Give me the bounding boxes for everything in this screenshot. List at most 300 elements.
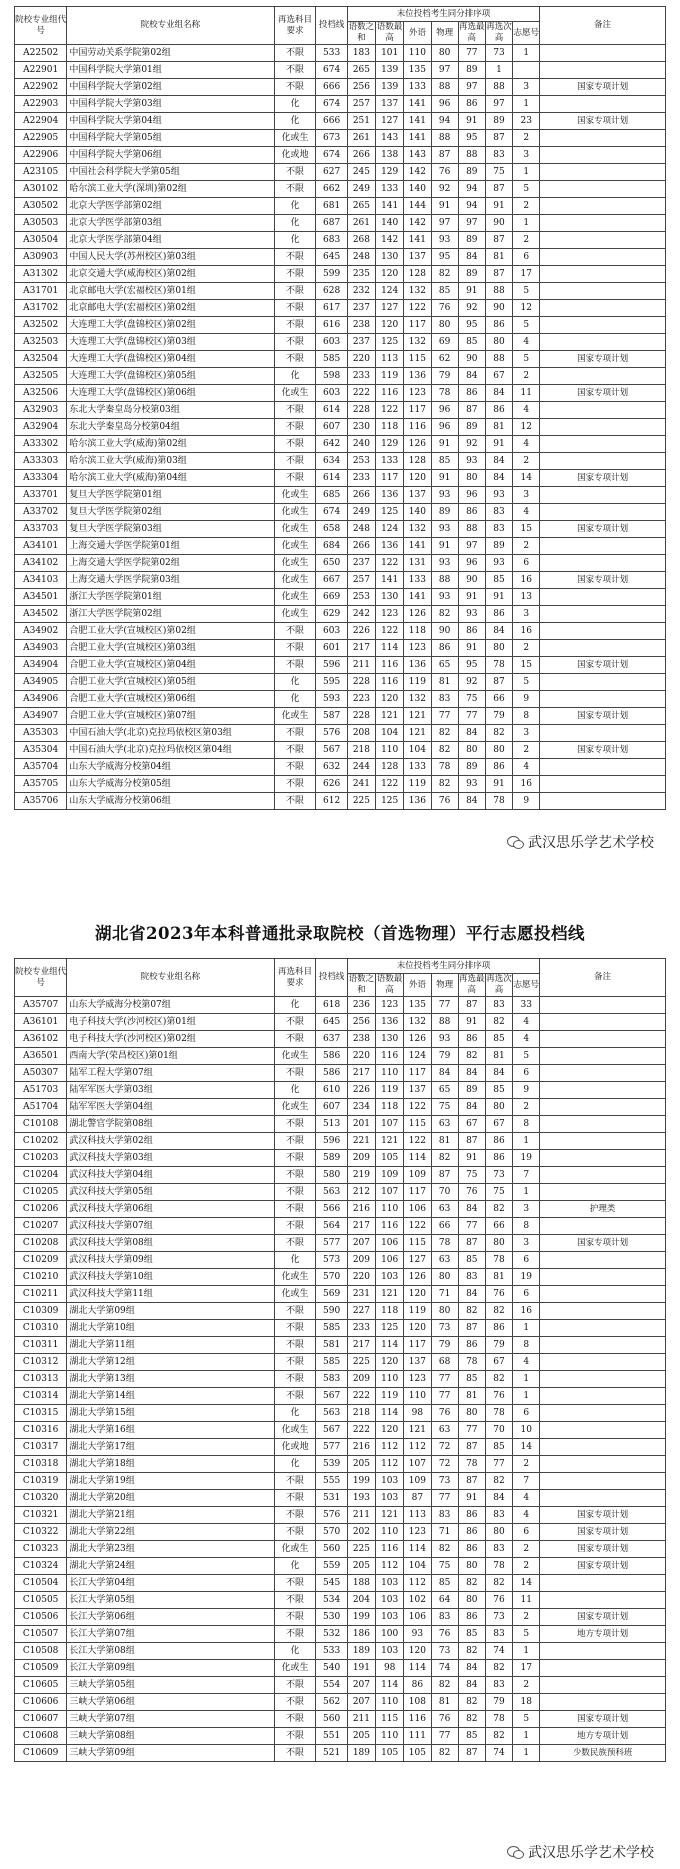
- cell-note: [540, 1286, 666, 1303]
- cell-score: 599: [316, 266, 347, 283]
- cell-name: 复旦大学医学院第03组: [67, 521, 274, 538]
- cell-sum: 232: [347, 283, 375, 300]
- header-sel-max: 再选最高: [459, 974, 485, 995]
- cell-max: 130: [376, 589, 404, 606]
- cell-max: 123: [376, 997, 404, 1014]
- cell-sum: 220: [347, 351, 375, 368]
- cell-foreign: 104: [404, 742, 431, 759]
- cell-max: 103: [376, 1592, 404, 1609]
- cell-sel-second: 81: [485, 249, 512, 266]
- table-row: [15, 1660, 666, 1677]
- cell-foreign: 117: [404, 1065, 431, 1082]
- cell-subject: 化或生: [274, 521, 316, 538]
- cell-max: 112: [376, 1456, 404, 1473]
- cell-name: 中国社会科学院大学第05组: [67, 164, 274, 181]
- cell-subject: 不限: [274, 1507, 316, 1524]
- cell-note: 国家专项计划: [540, 708, 666, 725]
- cell-sum: 251: [347, 113, 375, 130]
- header-sum: 语数之和: [348, 22, 375, 43]
- cell-sum: 253: [347, 589, 375, 606]
- cell-note: [540, 776, 666, 793]
- cell-wish: 3: [513, 147, 540, 164]
- cell-foreign: 93: [404, 1626, 431, 1643]
- cell-foreign: 133: [404, 79, 431, 96]
- cell-subject: 不限: [274, 1303, 316, 1320]
- cell-subject: 不限: [274, 45, 316, 62]
- cell-max: 127: [376, 113, 404, 130]
- cell-subject: 化: [274, 215, 316, 232]
- cell-name: 中国科学院大学第02组: [67, 79, 274, 96]
- cell-wish: 2: [513, 1609, 540, 1626]
- cell-max: 125: [376, 793, 404, 810]
- cell-name: 中国科学院大学第03组: [67, 96, 274, 113]
- cell-score: 684: [316, 538, 347, 555]
- cell-note: [540, 1371, 666, 1388]
- cell-physics: 88: [431, 79, 458, 96]
- cell-score: 567: [316, 742, 347, 759]
- cell-sel-max: 92: [458, 674, 485, 691]
- cell-wish: 2: [513, 232, 540, 249]
- cell-physics: 82: [431, 725, 458, 742]
- cell-foreign: 121: [404, 725, 431, 742]
- cell-physics: 64: [431, 1592, 458, 1609]
- cell-wish: 1: [513, 1320, 540, 1337]
- table-row: [15, 708, 666, 725]
- cell-score: 603: [316, 623, 347, 640]
- cell-sel-max: 91: [458, 113, 485, 130]
- cell-name: 山东大学威海分校第07组: [67, 997, 274, 1014]
- cell-note: [540, 691, 666, 708]
- cell-foreign: 122: [404, 300, 431, 317]
- cell-sel-max: 88: [458, 521, 485, 538]
- cell-sel-max: 89: [458, 419, 485, 436]
- cell-max: 120: [376, 1422, 404, 1439]
- cell-foreign: 137: [404, 487, 431, 504]
- cell-sum: 235: [347, 266, 375, 283]
- cell-max: 125: [376, 1320, 404, 1337]
- cell-sel-second: 88: [485, 351, 512, 368]
- header-score: 投档线: [316, 959, 347, 997]
- table-row: [15, 1592, 666, 1609]
- cell-sel-second: 80: [485, 640, 512, 657]
- cell-name: 陆军军医大学第03组: [67, 1082, 274, 1099]
- cell-physics: 80: [431, 1269, 458, 1286]
- cell-name: 湖北大学第15组: [67, 1405, 274, 1422]
- cell-physics: 77: [431, 708, 458, 725]
- cell-name: 哈尔滨工业大学(威海)第04组: [67, 470, 274, 487]
- cell-score: 585: [316, 1320, 347, 1337]
- cell-code: C10313: [15, 1371, 67, 1388]
- cell-foreign: 112: [404, 1439, 431, 1456]
- cell-max: 121: [376, 1133, 404, 1150]
- cell-max: 119: [376, 1388, 404, 1405]
- cell-max: 110: [376, 1524, 404, 1541]
- cell-code: A36102: [15, 1031, 67, 1048]
- cell-code: C10204: [15, 1167, 67, 1184]
- cell-sel-second: 84: [485, 385, 512, 402]
- cell-sel-max: 89: [458, 232, 485, 249]
- cell-physics: 87: [431, 1167, 458, 1184]
- table-row: [15, 419, 666, 436]
- cell-wish: 1: [513, 1133, 540, 1150]
- cell-code: A31701: [15, 283, 67, 300]
- cell-code: C10508: [15, 1643, 67, 1660]
- cell-code: C10316: [15, 1422, 67, 1439]
- cell-sel-second: 87: [485, 266, 512, 283]
- cell-wish: 6: [513, 1065, 540, 1082]
- table-row: [15, 1439, 666, 1456]
- cell-wish: 16: [513, 572, 540, 589]
- cell-physics: 83: [431, 1507, 458, 1524]
- cell-score: 603: [316, 385, 347, 402]
- cell-name: 中国石油大学(北京)克拉玛依校区第03组: [67, 725, 274, 742]
- cell-score: 586: [316, 1065, 347, 1082]
- cell-physics: 63: [431, 1116, 458, 1133]
- cell-name: 东北大学秦皇岛分校第04组: [67, 419, 274, 436]
- cell-name: 陆军军医大学第04组: [67, 1099, 274, 1116]
- cell-wish: 1: [513, 215, 540, 232]
- table-row: [15, 113, 666, 130]
- cell-code: A34502: [15, 606, 67, 623]
- cell-score: 612: [316, 793, 347, 810]
- score-table-2: [14, 958, 666, 1762]
- cell-physics: 85: [431, 453, 458, 470]
- cell-subject: 不限: [274, 1388, 316, 1405]
- cell-score: 607: [316, 1099, 347, 1116]
- cell-code: A30903: [15, 249, 67, 266]
- header-subject: 再选科目要求: [274, 7, 316, 45]
- table-row: [15, 1235, 666, 1252]
- cell-code: A36501: [15, 1048, 67, 1065]
- cell-foreign: 124: [404, 1048, 431, 1065]
- cell-sum: 253: [347, 453, 375, 470]
- cell-note: [540, 1660, 666, 1677]
- cell-code: C10203: [15, 1150, 67, 1167]
- cell-wish: 5: [513, 1711, 540, 1728]
- cell-subject: 不限: [274, 470, 316, 487]
- cell-subject: 不限: [274, 657, 316, 674]
- cell-foreign: 142: [404, 164, 431, 181]
- cell-score: 617: [316, 300, 347, 317]
- cell-note: [540, 793, 666, 810]
- cell-code: A22901: [15, 62, 67, 79]
- cell-physics: 74: [431, 1660, 458, 1677]
- cell-sel-second: 67: [485, 1116, 512, 1133]
- cell-sel-max: 78: [458, 1354, 485, 1371]
- cell-sel-second: 84: [485, 470, 512, 487]
- wechat-icon: [507, 1846, 523, 1858]
- cell-sel-second: 93: [485, 555, 512, 572]
- table-row: [15, 776, 666, 793]
- cell-subject: 化或生: [274, 385, 316, 402]
- cell-code: C10309: [15, 1303, 67, 1320]
- cell-wish: 15: [513, 521, 540, 538]
- cell-wish: 2: [513, 742, 540, 759]
- wechat-icon: [507, 836, 523, 848]
- cell-score: 559: [316, 1558, 347, 1575]
- cell-physics: 73: [431, 1643, 458, 1660]
- cell-subject: 不限: [274, 419, 316, 436]
- cell-sum: 228: [347, 708, 375, 725]
- cell-note: [540, 1354, 666, 1371]
- header-sel-max: 再选最高: [459, 22, 485, 43]
- cell-sum: 193: [347, 1490, 375, 1507]
- table-row: [15, 623, 666, 640]
- cell-code: C10609: [15, 1745, 67, 1762]
- table-row: [15, 198, 666, 215]
- cell-code: C10607: [15, 1711, 67, 1728]
- cell-sum: 238: [347, 1031, 375, 1048]
- cell-code: A34102: [15, 555, 67, 572]
- cell-sum: 225: [347, 793, 375, 810]
- cell-max: 107: [376, 1116, 404, 1133]
- cell-score: 581: [316, 1337, 347, 1354]
- cell-foreign: 135: [404, 62, 431, 79]
- table-row: [15, 1099, 666, 1116]
- cell-subject: 化或生: [274, 1269, 316, 1286]
- cell-note: 地方专项计划: [540, 1626, 666, 1643]
- cell-max: 120: [376, 691, 404, 708]
- cell-max: 121: [376, 1286, 404, 1303]
- cell-sel-max: 95: [458, 130, 485, 147]
- table-row: [15, 1286, 666, 1303]
- cell-sum: 218: [347, 742, 375, 759]
- cell-foreign: 119: [404, 674, 431, 691]
- cell-wish: 2: [513, 1558, 540, 1575]
- cell-wish: 5: [513, 1626, 540, 1643]
- cell-foreign: 87: [404, 1490, 431, 1507]
- cell-sel-second: 87: [485, 232, 512, 249]
- cell-sel-second: 79: [485, 708, 512, 725]
- cell-wish: 13: [513, 589, 540, 606]
- header-wish: 志愿号: [513, 974, 540, 997]
- cell-sel-max: 93: [458, 606, 485, 623]
- cell-max: 122: [376, 402, 404, 419]
- cell-name: 东北大学秦皇岛分校第03组: [67, 402, 274, 419]
- cell-note: [540, 1303, 666, 1320]
- cell-wish: 9: [513, 691, 540, 708]
- cell-sel-second: 91: [485, 589, 512, 606]
- cell-wish: 2: [513, 538, 540, 555]
- cell-foreign: 104: [404, 1558, 431, 1575]
- cell-sel-second: 84: [485, 1490, 512, 1507]
- cell-max: 139: [376, 79, 404, 96]
- cell-score: 674: [316, 504, 347, 521]
- cell-note: [540, 1082, 666, 1099]
- cell-code: A22903: [15, 96, 67, 113]
- cell-code: A34902: [15, 623, 67, 640]
- table-row: [15, 504, 666, 521]
- cell-subject: 不限: [274, 334, 316, 351]
- cell-max: 114: [376, 1337, 404, 1354]
- cell-code: A33303: [15, 453, 67, 470]
- cell-physics: 78: [431, 759, 458, 776]
- cell-subject: 不限: [274, 1609, 316, 1626]
- cell-wish: 5: [513, 317, 540, 334]
- cell-sum: 225: [347, 1354, 375, 1371]
- table-row: [15, 589, 666, 606]
- cell-max: 116: [376, 385, 404, 402]
- cell-code: A30102: [15, 181, 67, 198]
- cell-sum: 249: [347, 504, 375, 521]
- cell-sum: 207: [347, 1694, 375, 1711]
- header-tiebreak-group: 末位投档考生同分排序项: [347, 7, 540, 22]
- cell-wish: 10: [513, 1422, 540, 1439]
- cell-wish: 7: [513, 1167, 540, 1184]
- cell-max: 116: [376, 657, 404, 674]
- cell-note: [540, 96, 666, 113]
- cell-name: 合肥工业大学(宣城校区)第07组: [67, 708, 274, 725]
- cell-max: 122: [376, 623, 404, 640]
- cell-physics: 96: [431, 96, 458, 113]
- cell-subject: 化: [274, 691, 316, 708]
- cell-sel-max: 93: [458, 776, 485, 793]
- table-2-header: [15, 959, 666, 997]
- cell-code: C10202: [15, 1133, 67, 1150]
- cell-max: 118: [376, 1303, 404, 1320]
- cell-sum: 261: [347, 130, 375, 147]
- cell-foreign: 107: [404, 1456, 431, 1473]
- table-row: [15, 1745, 666, 1762]
- cell-sel-max: 89: [458, 266, 485, 283]
- cell-sel-second: 76: [485, 1388, 512, 1405]
- cell-code: A33701: [15, 487, 67, 504]
- cell-wish: 5: [513, 181, 540, 198]
- cell-name: 浙江大学医学院第02组: [67, 606, 274, 623]
- cell-foreign: 123: [404, 385, 431, 402]
- cell-foreign: 120: [404, 1286, 431, 1303]
- cell-sum: 245: [347, 164, 375, 181]
- cell-score: 564: [316, 1218, 347, 1235]
- cell-sel-max: 85: [458, 1728, 485, 1745]
- cell-physics: 82: [431, 1745, 458, 1762]
- cell-subject: 化或地: [274, 1439, 316, 1456]
- cell-sum: 222: [347, 1422, 375, 1439]
- cell-code: A31702: [15, 300, 67, 317]
- cell-note: [540, 317, 666, 334]
- cell-max: 119: [376, 1082, 404, 1099]
- cell-code: C10312: [15, 1354, 67, 1371]
- cell-note: [540, 606, 666, 623]
- cell-note: [540, 215, 666, 232]
- cell-sum: 191: [347, 1660, 375, 1677]
- cell-sel-max: 90: [458, 572, 485, 589]
- cell-name: 北京大学医学部第04组: [67, 232, 274, 249]
- table-row: [15, 1728, 666, 1745]
- cell-note: 国家专项计划: [540, 1524, 666, 1541]
- header-sel-second: 再选次高: [486, 22, 512, 43]
- cell-sum: 244: [347, 759, 375, 776]
- cell-name: 北京大学医学部第02组: [67, 198, 274, 215]
- cell-sel-max: 82: [458, 1694, 485, 1711]
- cell-max: 125: [376, 334, 404, 351]
- cell-name: 湖北大学第17组: [67, 1439, 274, 1456]
- cell-wish: 19: [513, 1269, 540, 1286]
- cell-foreign: 140: [404, 504, 431, 521]
- cell-wish: 2: [513, 640, 540, 657]
- cell-max: 116: [376, 674, 404, 691]
- table-row: [15, 1337, 666, 1354]
- cell-physics: 80: [431, 317, 458, 334]
- cell-sel-second: 93: [485, 487, 512, 504]
- cell-physics: 76: [431, 1405, 458, 1422]
- cell-code: C10310: [15, 1320, 67, 1337]
- cell-sel-second: 90: [485, 300, 512, 317]
- cell-physics: 85: [431, 1575, 458, 1592]
- cell-code: A51703: [15, 1082, 67, 1099]
- cell-wish: 11: [513, 1592, 540, 1609]
- cell-score: 614: [316, 470, 347, 487]
- cell-sel-max: 77: [458, 1218, 485, 1235]
- cell-sum: 266: [347, 538, 375, 555]
- cell-sel-max: 84: [458, 1660, 485, 1677]
- cell-sel-max: 91: [458, 1014, 485, 1031]
- cell-name: 武汉科技大学第09组: [67, 1252, 274, 1269]
- cell-physics: 89: [431, 504, 458, 521]
- cell-sel-second: 97: [485, 96, 512, 113]
- cell-name: 上海交通大学医学院第03组: [67, 572, 274, 589]
- cell-physics: 91: [431, 538, 458, 555]
- cell-sel-second: 83: [485, 1507, 512, 1524]
- cell-note: [540, 62, 666, 79]
- cell-physics: 75: [431, 1558, 458, 1575]
- cell-sel-max: 87: [458, 1320, 485, 1337]
- cell-foreign: 141: [404, 589, 431, 606]
- cell-foreign: 135: [404, 997, 431, 1014]
- table-row: [15, 1711, 666, 1728]
- cell-sum: 241: [347, 776, 375, 793]
- cell-max: 121: [376, 708, 404, 725]
- cell-max: 141: [376, 198, 404, 215]
- cell-physics: 63: [431, 1422, 458, 1439]
- table-row: [15, 1388, 666, 1405]
- cell-score: 681: [316, 198, 347, 215]
- cell-foreign: 119: [404, 776, 431, 793]
- cell-physics: 93: [431, 487, 458, 504]
- cell-name: 长江大学第04组: [67, 1575, 274, 1592]
- cell-code: A35303: [15, 725, 67, 742]
- cell-name: 大连理工大学(盘锦校区)第02组: [67, 317, 274, 334]
- cell-max: 130: [376, 1031, 404, 1048]
- cell-subject: 不限: [274, 1065, 316, 1082]
- cell-foreign: 120: [404, 470, 431, 487]
- cell-sum: 236: [347, 997, 375, 1014]
- cell-code: A34103: [15, 572, 67, 589]
- cell-wish: 6: [513, 1405, 540, 1422]
- table-row: [15, 1371, 666, 1388]
- cell-code: C10211: [15, 1286, 67, 1303]
- cell-sel-max: 87: [458, 1745, 485, 1762]
- cell-name: 合肥工业大学(宣城校区)第02组: [67, 623, 274, 640]
- table-row: [15, 1541, 666, 1558]
- table-row: [15, 317, 666, 334]
- cell-sel-second: 76: [485, 1286, 512, 1303]
- cell-physics: 77: [431, 1728, 458, 1745]
- cell-physics: 78: [431, 1235, 458, 1252]
- cell-sel-second: 80: [485, 334, 512, 351]
- cell-score: 683: [316, 232, 347, 249]
- cell-foreign: 109: [404, 1167, 431, 1184]
- cell-physics: 79: [431, 368, 458, 385]
- table-row: [15, 1575, 666, 1592]
- cell-max: 103: [376, 1490, 404, 1507]
- cell-sel-max: 86: [458, 623, 485, 640]
- cell-sum: 233: [347, 368, 375, 385]
- cell-subject: 不限: [274, 1592, 316, 1609]
- cell-sum: 223: [347, 691, 375, 708]
- cell-subject: 化或生: [274, 1048, 316, 1065]
- table-row: [15, 1218, 666, 1235]
